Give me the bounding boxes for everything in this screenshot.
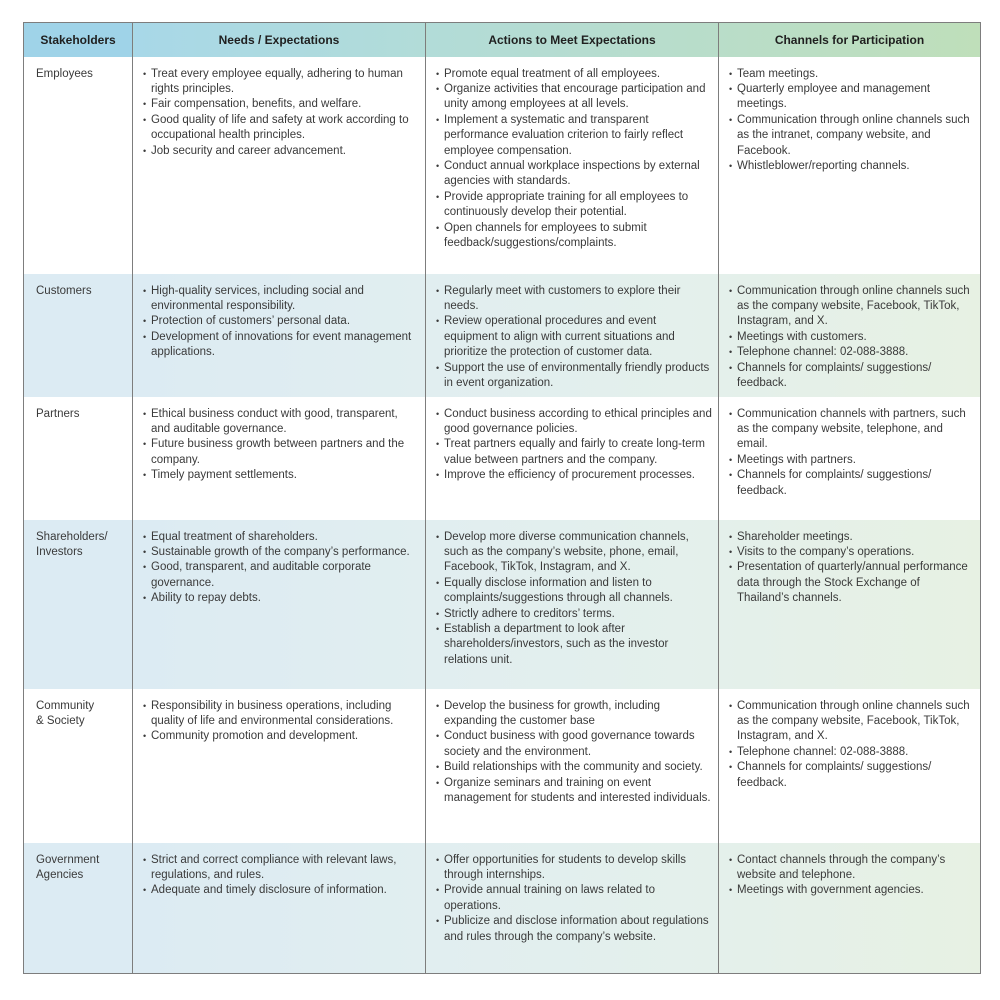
needs-list <box>143 853 419 899</box>
needs-item: • High-quality services, including social and environmental responsibility. <box>143 284 419 315</box>
actions-cell <box>426 520 719 689</box>
channels-item: • Channels for complaints/ suggestions/ feedback. <box>729 361 974 392</box>
actions-item: • Develop the business for growth, including expanding the customer base <box>436 699 712 730</box>
needs-item: • Ethical business conduct with good, transparent, and auditable governance. <box>143 407 419 438</box>
actions-cell <box>426 689 719 843</box>
actions-list <box>436 699 712 807</box>
channels-item: • Visits to the company’s operations. <box>729 545 974 560</box>
channels-cell <box>719 689 981 843</box>
needs-item: • Strict and correct compliance with relevant laws, regulations, and rules. <box>143 853 419 884</box>
actions-list <box>436 67 712 252</box>
header-channels: Channels for Participation <box>719 23 981 57</box>
actions-item: • Offer opportunities for students to develop skills through internships. <box>436 853 712 884</box>
channels-list <box>729 67 974 175</box>
needs-item: • Community promotion and development. <box>143 729 419 744</box>
channels-item: • Telephone channel: 02-088-3888. <box>729 745 974 760</box>
channels-item: • Communication through online channels such as the intranet, company website, and Facebook. <box>729 113 974 159</box>
actions-item: • Implement a systematic and transparent performance evaluation criterion to fairly reflect employee compensation. <box>436 113 712 159</box>
actions-list <box>436 530 712 669</box>
channels-list <box>729 407 974 499</box>
stakeholder-name: Community & Society <box>36 699 95 727</box>
table-row <box>24 520 981 689</box>
actions-item: • Organize activities that encourage participation and unity among employees at all levels. <box>436 82 712 113</box>
header-row <box>24 23 981 57</box>
stakeholder-cell <box>24 57 133 274</box>
actions-item: • Open channels for employees to submit feedback/suggestions/complaints. <box>436 221 712 252</box>
actions-item: • Organize seminars and training on event management for students and interested individuals. <box>436 776 712 807</box>
stakeholder-name: Shareholders/ Investors <box>36 530 108 558</box>
table-row <box>24 274 981 397</box>
needs-cell <box>133 57 426 274</box>
table-body <box>24 57 981 974</box>
channels-item: • Contact channels through the company’s website and telephone. <box>729 853 974 884</box>
needs-list <box>143 530 419 607</box>
actions-item: • Conduct annual workplace inspections by external agencies with standards. <box>436 159 712 190</box>
actions-item: • Conduct business according to ethical principles and good governance policies. <box>436 407 712 438</box>
needs-list <box>143 699 419 745</box>
needs-item: • Treat every employee equally, adhering to human rights principles. <box>143 67 419 98</box>
stakeholder-name: Government Agencies <box>36 853 100 881</box>
stakeholder-cell <box>24 397 133 520</box>
channels-list <box>729 284 974 392</box>
needs-item: • Sustainable growth of the company’s performance. <box>143 545 419 560</box>
actions-item: • Review operational procedures and event equipment to align with current situations and prioritize the protection of customer data. <box>436 314 712 360</box>
needs-item: • Protection of customers’ personal data. <box>143 314 419 329</box>
channels-item: • Communication channels with partners, such as the company website, telephone, and email. <box>729 407 974 453</box>
channels-item: • Whistleblower/reporting channels. <box>729 159 974 174</box>
actions-item: • Establish a department to look after shareholders/investors, such as the investor relations unit. <box>436 622 712 668</box>
actions-item: • Build relationships with the community and society. <box>436 760 712 775</box>
needs-list <box>143 67 419 159</box>
channels-cell <box>719 397 981 520</box>
stakeholder-name: Employees <box>36 67 93 80</box>
needs-list <box>143 284 419 361</box>
needs-item: • Fair compensation, benefits, and welfare. <box>143 97 419 112</box>
actions-list <box>436 284 712 392</box>
channels-item: • Communication through online channels such as the company website, Facebook, TikTok, Instagram, and X. <box>729 284 974 330</box>
needs-cell <box>133 274 426 397</box>
channels-list <box>729 853 974 899</box>
stakeholder-name: Customers <box>36 284 92 297</box>
actions-list <box>436 407 712 484</box>
needs-item: • Timely payment settlements. <box>143 468 419 483</box>
needs-item: • Ability to repay debts. <box>143 591 419 606</box>
actions-item: • Strictly adhere to creditors’ terms. <box>436 607 712 622</box>
actions-cell <box>426 843 719 974</box>
channels-item: • Telephone channel: 02-088-3888. <box>729 345 974 360</box>
channels-item: • Meetings with customers. <box>729 330 974 345</box>
channels-item: • Shareholder meetings. <box>729 530 974 545</box>
header-actions: Actions to Meet Expectations <box>426 23 719 57</box>
stakeholder-cell <box>24 689 133 843</box>
channels-item: • Meetings with partners. <box>729 453 974 468</box>
channels-list <box>729 699 974 791</box>
needs-cell <box>133 397 426 520</box>
needs-item: • Equal treatment of shareholders. <box>143 530 419 545</box>
needs-item: • Good, transparent, and auditable corporate governance. <box>143 560 419 591</box>
table-row <box>24 689 981 843</box>
channels-cell <box>719 520 981 689</box>
actions-item: • Support the use of environmentally friendly products in event organization. <box>436 361 712 392</box>
needs-cell <box>133 843 426 974</box>
channels-item: • Communication through online channels such as the company website, Facebook, TikTok, Instagram, and X. <box>729 699 974 745</box>
channels-item: • Channels for complaints/ suggestions/ feedback. <box>729 760 974 791</box>
needs-item: • Job security and career advancement. <box>143 144 419 159</box>
actions-item: • Develop more diverse communication channels, such as the company’s website, phone, email, Facebook, TikTok, Instagram, and X. <box>436 530 712 576</box>
header-needs: Needs / Expectations <box>133 23 426 57</box>
stakeholder-cell <box>24 520 133 689</box>
actions-item: • Provide annual training on laws related to operations. <box>436 883 712 914</box>
actions-item: • Regularly meet with customers to explore their needs. <box>436 284 712 315</box>
channels-cell <box>719 274 981 397</box>
actions-cell <box>426 57 719 274</box>
actions-item: • Promote equal treatment of all employees. <box>436 67 712 82</box>
channels-item: • Team meetings. <box>729 67 974 82</box>
actions-item: • Provide appropriate training for all employees to continuously develop their potential. <box>436 190 712 221</box>
channels-item: • Channels for complaints/ suggestions/ feedback. <box>729 468 974 499</box>
needs-item: • Future business growth between partners and the company. <box>143 437 419 468</box>
stakeholder-name: Partners <box>36 407 80 420</box>
needs-item: • Responsibility in business operations, including quality of life and environmental considerations. <box>143 699 419 730</box>
needs-cell <box>133 689 426 843</box>
actions-cell <box>426 397 719 520</box>
channels-item: • Quarterly employee and management meetings. <box>729 82 974 113</box>
actions-item: • Improve the efficiency of procurement processes. <box>436 468 712 483</box>
stakeholder-cell <box>24 274 133 397</box>
table-row <box>24 397 981 520</box>
actions-item: • Treat partners equally and fairly to create long-term value between partners and the company. <box>436 437 712 468</box>
actions-list <box>436 853 712 945</box>
needs-item: • Good quality of life and safety at work according to occupational health principles. <box>143 113 419 144</box>
needs-item: • Development of innovations for event management applications. <box>143 330 419 361</box>
actions-item: • Equally disclose information and listen to complaints/suggestions through all channels. <box>436 576 712 607</box>
channels-list <box>729 530 974 607</box>
channels-cell <box>719 843 981 974</box>
needs-list <box>143 407 419 484</box>
channels-item: • Meetings with government agencies. <box>729 883 974 898</box>
channels-cell <box>719 57 981 274</box>
header-stakeholders: Stakeholders <box>24 23 133 57</box>
needs-item: • Adequate and timely disclosure of information. <box>143 883 419 898</box>
channels-item: • Presentation of quarterly/annual performance data through the Stock Exchange of Thailand’s channels. <box>729 560 974 606</box>
actions-item: • Publicize and disclose information about regulations and rules through the company’s website. <box>436 914 712 945</box>
stakeholder-table <box>23 22 981 974</box>
actions-item: • Conduct business with good governance towards society and the environment. <box>436 729 712 760</box>
stakeholder-cell <box>24 843 133 974</box>
actions-cell <box>426 274 719 397</box>
needs-cell <box>133 520 426 689</box>
table-row <box>24 843 981 974</box>
table-row <box>24 57 981 274</box>
